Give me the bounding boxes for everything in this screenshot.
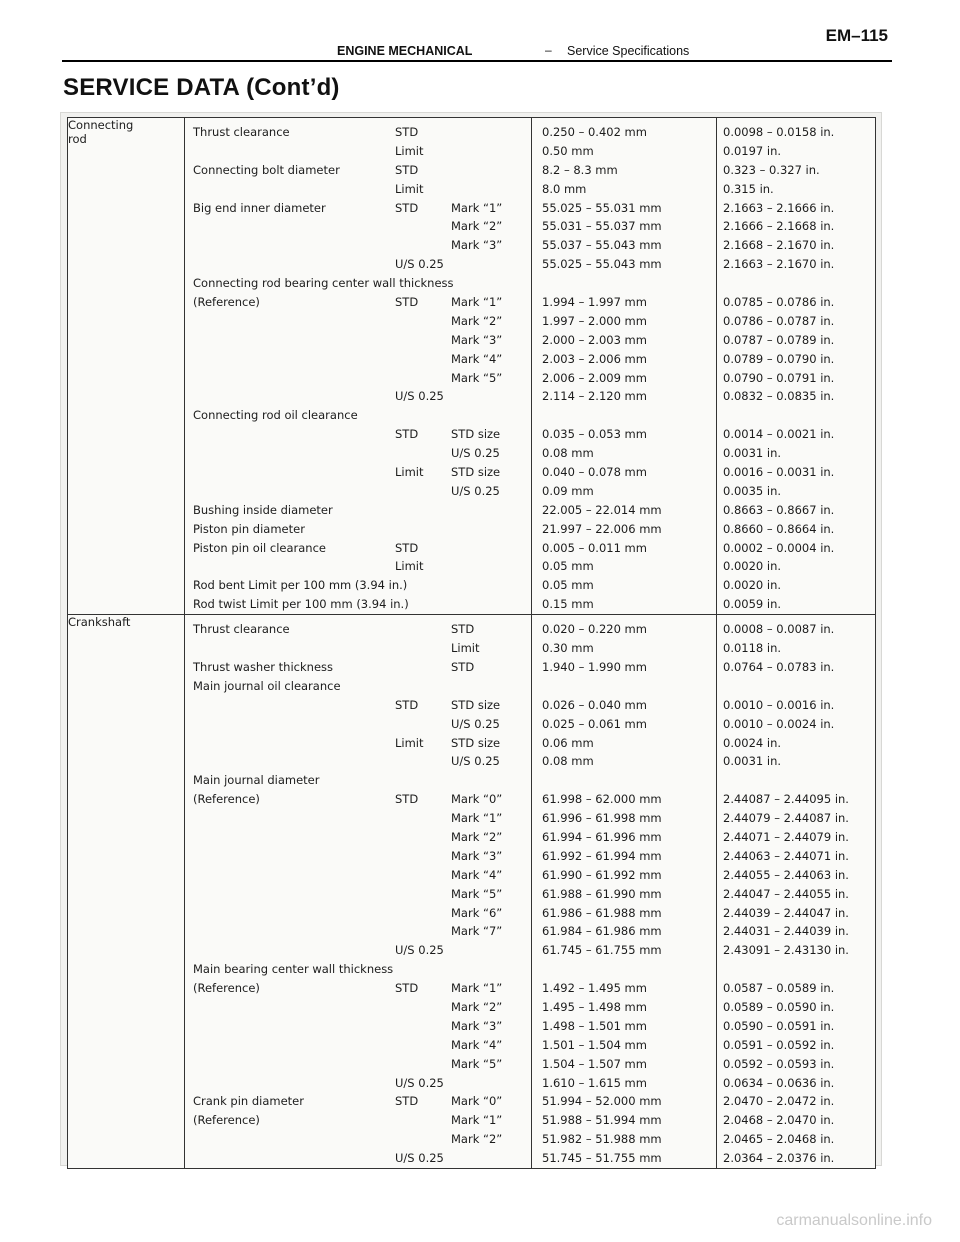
service-data-table [67,117,876,1169]
row-desc [185,658,531,677]
item-label: (Reference) [193,792,260,807]
row-mm: 55.031 – 55.037 mm [542,219,662,234]
row-mm: 2.006 – 2.009 mm [542,370,647,385]
item-label: (Reference) [193,1113,260,1128]
row-desc [185,557,531,576]
condition-label: U/S 0.25 [395,389,444,404]
row-desc [185,677,531,696]
row-desc [185,217,531,236]
row-in: 2.1668 – 2.1670 in. [723,238,835,253]
row-desc [185,790,531,809]
row-mm: 21.997 – 22.006 mm [542,521,662,536]
row-mm: 61.990 – 61.992 mm [542,867,662,882]
row-in: 2.44031 – 2.44039 in. [723,924,849,939]
row-desc [185,620,531,639]
item-label: Piston pin oil clearance [193,540,326,555]
page-header [62,26,892,62]
row-desc [185,1111,531,1130]
condition-label: U/S 0.25 [395,1151,444,1166]
row-in: 0.0789 – 0.0790 in. [723,351,835,366]
mark-label: U/S 0.25 [451,446,500,461]
row-desc [185,866,531,885]
metric-value-column [532,118,717,615]
mark-label: Mark “3” [451,1018,503,1033]
item-label: Thrust clearance [193,622,290,637]
condition-label: STD [395,981,419,996]
row-mm [532,677,716,696]
row-mm: 0.50 mm [542,143,594,158]
row-in: 2.44063 – 2.44071 in. [723,848,849,863]
spec-description-column [185,118,532,615]
row-in: 0.0059 in. [723,597,782,612]
row-mm [532,274,716,293]
row-in: 0.0098 – 0.0158 in. [723,125,835,139]
row-desc [185,1149,531,1168]
condition-label: Limit [395,143,424,158]
row-desc [185,715,531,734]
row-desc [185,1055,531,1074]
row-in: 0.0787 – 0.0789 in. [723,332,835,347]
row-mm [532,771,716,790]
row-desc [185,255,531,274]
mark-label: Mark “1” [451,811,503,826]
row-in: 0.0002 – 0.0004 in. [723,540,835,555]
item-label: Connecting rod bearing center wall thickness [193,276,454,291]
mark-label: STD [451,659,475,674]
row-desc [185,387,531,406]
mark-label: Mark “3” [451,848,503,863]
row-in: 0.8663 – 0.8667 in. [723,502,835,517]
row-mm: 51.982 – 51.988 mm [542,1132,662,1147]
row-mm: 0.06 mm [542,735,594,750]
row-desc [185,161,531,180]
item-label: Big end inner diameter [193,200,326,215]
row-desc [185,293,531,312]
mark-label: Mark “3” [451,332,503,347]
row-in: 2.0470 – 2.0472 in. [723,1094,835,1109]
row-desc [185,639,531,658]
row-mm: 55.037 – 55.043 mm [542,238,662,253]
row-desc [185,998,531,1017]
row-in: 0.0008 – 0.0087 in. [723,622,835,637]
condition-label: STD [395,697,419,712]
row-in [717,771,875,790]
section-name: Crankshaft [68,615,185,1169]
row-desc [185,123,531,142]
condition-label: Limit [395,181,424,196]
row-mm [532,960,716,979]
row-in: 2.43091 – 2.43130 in. [723,943,849,958]
row-mm: 0.05 mm [542,559,594,574]
row-in: 0.0016 – 0.0031 in. [723,465,835,480]
item-label: Connecting bolt diameter [193,162,340,177]
row-desc [185,331,531,350]
row-desc [185,904,531,923]
row-desc [185,1036,531,1055]
row-in [717,406,875,425]
row-desc [185,1074,531,1093]
item-label: Main journal diameter [193,773,320,788]
row-mm: 0.025 – 0.061 mm [542,716,647,731]
row-mm: 1.495 – 1.498 mm [542,999,647,1014]
inch-value-column [717,615,876,1169]
row-mm: 22.005 – 22.014 mm [542,502,662,517]
mark-label: Mark “7” [451,924,503,939]
row-mm: 2.003 – 2.006 mm [542,351,647,366]
row-mm: 61.996 – 61.998 mm [542,811,662,826]
mark-label: Mark “1” [451,200,503,215]
row-in: 0.323 – 0.327 in. [723,162,820,177]
row-mm: 1.501 – 1.504 mm [542,1037,647,1052]
item-label: (Reference) [193,295,260,310]
row-in: 2.1666 – 2.1668 in. [723,219,835,234]
mark-label: U/S 0.25 [451,754,500,769]
row-desc [185,696,531,715]
row-in: 0.0031 in. [723,446,782,461]
mark-label: STD size [451,427,501,442]
page-title: SERVICE DATA (Cont’d) [63,74,340,101]
row-mm: 0.15 mm [542,597,594,612]
row-desc [185,482,531,501]
row-in: 0.0031 in. [723,754,782,769]
mark-label: Mark “6” [451,905,503,920]
row-in: 0.0035 in. [723,483,782,498]
row-mm: 1.940 – 1.990 mm [542,659,647,674]
row-in: 0.0010 – 0.0016 in. [723,697,835,712]
row-desc [185,1017,531,1036]
row-mm: 0.05 mm [542,578,594,593]
mark-label: Limit [451,641,480,656]
row-in: 0.0589 – 0.0590 in. [723,999,835,1014]
mark-label: Mark “1” [451,1113,503,1128]
mark-label: Mark “5” [451,370,503,385]
row-in: 2.44055 – 2.44063 in. [723,867,849,882]
row-desc [185,576,531,595]
condition-label: STD [395,295,419,310]
row-mm: 61.745 – 61.755 mm [542,943,662,958]
row-desc [185,1130,531,1149]
mark-label: STD [451,622,475,637]
row-in: 2.44047 – 2.44055 in. [723,886,849,901]
row-in: 0.0785 – 0.0786 in. [723,295,835,310]
item-label: Rod bent Limit per 100 mm (3.94 in.) [193,578,408,593]
row-mm: 61.986 – 61.988 mm [542,905,662,920]
row-mm: 2.114 – 2.120 mm [542,389,647,404]
mark-label: Mark “2” [451,313,503,328]
row-mm: 61.984 – 61.986 mm [542,924,662,939]
row-desc [185,180,531,199]
mark-label: Mark “3” [451,238,503,253]
row-desc [185,312,531,331]
mark-label: STD size [451,697,501,712]
row-mm: 51.745 – 51.755 mm [542,1151,662,1166]
row-in: 0.315 in. [723,181,774,196]
condition-label: STD [395,540,419,555]
row-desc [185,274,531,293]
row-mm: 61.994 – 61.996 mm [542,829,662,844]
mark-label: Mark “0” [451,1094,503,1109]
row-desc [185,350,531,369]
row-mm: 8.0 mm [542,181,587,196]
condition-label: STD [395,427,419,442]
item-label: Rod twist Limit per 100 mm (3.94 in.) [193,597,409,612]
row-in: 2.1663 – 2.1666 in. [723,200,835,215]
condition-label: Limit [395,735,424,750]
row-mm: 1.504 – 1.507 mm [542,1056,647,1071]
row-mm: 1.997 – 2.000 mm [542,313,647,328]
mark-label: U/S 0.25 [451,483,500,498]
row-mm: 0.08 mm [542,754,594,769]
row-in: 2.44071 – 2.44079 in. [723,829,849,844]
row-in: 2.44087 – 2.44095 in. [723,792,849,807]
row-mm: 0.040 – 0.078 mm [542,465,647,480]
row-in: 0.8660 – 0.8664 in. [723,521,835,536]
row-in [717,960,875,979]
condition-label: STD [395,200,419,215]
mark-label: Mark “1” [451,981,503,996]
row-mm: 0.08 mm [542,446,594,461]
page-number: EM–115 [825,26,888,45]
row-mm [532,406,716,425]
row-in: 0.0786 – 0.0787 in. [723,313,835,328]
item-label: Main journal oil clearance [193,678,341,693]
row-mm: 0.250 – 0.402 mm [542,125,647,139]
row-mm: 55.025 – 55.031 mm [542,200,662,215]
mark-label: Mark “2” [451,219,503,234]
spec-section [68,615,876,1169]
row-mm: 51.994 – 52.000 mm [542,1094,662,1109]
row-desc [185,199,531,218]
row-mm: 1.610 – 1.615 mm [542,1075,647,1090]
metric-value-column [532,615,717,1169]
row-desc [185,425,531,444]
condition-label: Limit [395,559,424,574]
row-desc [185,979,531,998]
item-label: Thrust washer thickness [193,659,333,674]
item-label: Connecting rod oil clearance [193,408,358,423]
row-in: 2.0468 – 2.0470 in. [723,1113,835,1128]
row-mm: 55.025 – 55.043 mm [542,257,662,272]
row-desc [185,501,531,520]
header-section-title: ENGINE MECHANICAL [337,44,473,58]
row-in: 0.0590 – 0.0591 in. [723,1018,835,1033]
row-mm: 0.30 mm [542,641,594,656]
row-desc [185,847,531,866]
row-desc [185,922,531,941]
row-desc [185,520,531,539]
row-in: 0.0592 – 0.0593 in. [723,1056,835,1071]
row-desc [185,809,531,828]
mark-label: Mark “5” [451,886,503,901]
spec-section [68,118,876,615]
row-desc [185,885,531,904]
condition-label: STD [395,792,419,807]
row-in: 2.0465 – 2.0468 in. [723,1132,835,1147]
row-desc [185,828,531,847]
condition-label: U/S 0.25 [395,1075,444,1090]
condition-label: U/S 0.25 [395,943,444,958]
mark-label: STD size [451,465,501,480]
row-in: 2.0364 – 2.0376 in. [723,1151,835,1166]
row-in: 2.1663 – 2.1670 in. [723,257,835,272]
condition-label: U/S 0.25 [395,257,444,272]
item-label: Bushing inside diameter [193,502,333,517]
row-in: 0.0591 – 0.0592 in. [723,1037,835,1052]
mark-label: Mark “4” [451,1037,503,1052]
row-in [717,677,875,696]
row-desc [185,734,531,753]
row-mm: 0.026 – 0.040 mm [542,697,647,712]
row-mm: 0.035 – 0.053 mm [542,427,647,442]
row-in: 0.0024 in. [723,735,782,750]
row-desc [185,752,531,771]
row-mm: 61.998 – 62.000 mm [542,792,662,807]
item-label: (Reference) [193,981,260,996]
row-in: 0.0010 – 0.0024 in. [723,716,835,731]
header-subsection-title: Service Specifications [567,44,690,58]
row-desc [185,1092,531,1111]
mark-label: Mark “4” [451,351,503,366]
row-in [717,274,875,293]
row-mm: 1.492 – 1.495 mm [542,981,647,996]
row-mm: 0.020 – 0.220 mm [542,622,647,637]
row-mm: 0.09 mm [542,483,594,498]
spec-description-column [185,615,532,1169]
mark-label: U/S 0.25 [451,716,500,731]
row-desc [185,771,531,790]
condition-label: STD [395,125,419,139]
condition-label: STD [395,162,419,177]
mark-label: Mark “2” [451,1132,503,1147]
row-mm: 51.988 – 51.994 mm [542,1113,662,1128]
item-label: Thrust clearance [193,125,290,139]
row-in: 2.44039 – 2.44047 in. [723,905,849,920]
mark-label: STD size [451,735,501,750]
row-desc [185,960,531,979]
condition-label: STD [395,1094,419,1109]
row-desc [185,236,531,255]
mark-label: Mark “2” [451,999,503,1014]
row-in: 0.0118 in. [723,641,782,656]
row-in: 0.0587 – 0.0589 in. [723,981,835,996]
mark-label: Mark “5” [451,1056,503,1071]
row-in: 2.44079 – 2.44087 in. [723,811,849,826]
row-mm: 61.988 – 61.990 mm [542,886,662,901]
row-in: 0.0764 – 0.0783 in. [723,659,835,674]
item-label: Crank pin diameter [193,1094,304,1109]
row-desc [185,463,531,482]
row-mm: 1.994 – 1.997 mm [542,295,647,310]
header-separator: – [545,43,552,57]
row-mm: 1.498 – 1.501 mm [542,1018,647,1033]
item-label: Main bearing center wall thickness [193,962,394,977]
row-desc [185,539,531,558]
row-in: 0.0790 – 0.0791 in. [723,370,835,385]
row-mm: 2.000 – 2.003 mm [542,332,647,347]
inch-value-column [717,118,876,615]
row-in: 0.0634 – 0.0636 in. [723,1075,835,1090]
row-desc [185,941,531,960]
row-in: 0.0020 in. [723,559,782,574]
row-desc [185,444,531,463]
row-in: 0.0020 in. [723,578,782,593]
condition-label: Limit [395,465,424,480]
mark-label: Mark “0” [451,792,503,807]
row-desc [185,406,531,425]
item-label: Piston pin diameter [193,521,305,536]
row-mm: 61.992 – 61.994 mm [542,848,662,863]
mark-label: Mark “1” [451,295,503,310]
row-mm: 0.005 – 0.011 mm [542,540,647,555]
mark-label: Mark “4” [451,867,503,882]
section-name: Connecting rod [68,118,185,615]
row-in: 0.0014 – 0.0021 in. [723,427,835,442]
row-desc [185,369,531,388]
mark-label: Mark “2” [451,829,503,844]
watermark-text: carmanualsonline.info [776,1212,932,1229]
row-mm: 8.2 – 8.3 mm [542,162,618,177]
row-in: 0.0832 – 0.0835 in. [723,389,835,404]
row-desc [185,142,531,161]
row-desc [185,595,531,614]
row-in: 0.0197 in. [723,143,782,158]
